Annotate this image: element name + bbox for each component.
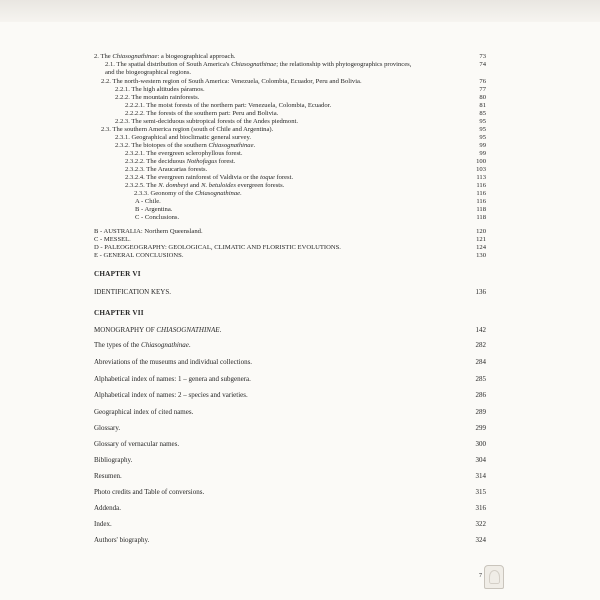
entry-text: 2.3.1. Geographical and bioclimatic general survey. (115, 134, 251, 141)
page-ref: 113 (476, 174, 486, 181)
page-ref: 85 (479, 110, 486, 117)
entry-italic: Chiasognathinae (112, 53, 158, 60)
entry-text: and the biogeographical regions. (105, 69, 192, 76)
page-ref: 74 (479, 61, 486, 68)
entry-text: 2.1. The spatial distribution of South America's (105, 61, 232, 68)
entry-text: Alphabetical index of names: 2 – species and varieties. (94, 391, 248, 399)
page-ref: 282 (475, 341, 486, 349)
page-number: 7 (479, 573, 482, 579)
entry-text: C - MESSEL. (94, 236, 131, 243)
entry-text: Index. (94, 520, 112, 528)
page-ref: 130 (476, 252, 486, 259)
entry-text: ; the relationship with phytogeographics provinces, (276, 61, 412, 68)
page-ref: 120 (476, 228, 486, 235)
page-ref: 99 (479, 150, 486, 157)
page-ref: 324 (475, 536, 486, 544)
entry-text: A - Chile. (135, 198, 161, 205)
page-ref: 322 (475, 520, 486, 528)
page-ref: 315 (475, 488, 486, 496)
page-ref: 100 (476, 158, 486, 165)
page-ref: 73 (479, 53, 486, 60)
page-ref: 77 (479, 86, 486, 93)
entry-text: 2. The (94, 53, 113, 60)
entry-text: 2.2.2.2. The forests of the southern part: Peru and Bolivia. (125, 110, 279, 117)
page-ref: 142 (475, 326, 486, 334)
entry-text: MONOGRAPHY OF (94, 326, 157, 334)
entry-text: Geographical index of cited names. (94, 408, 194, 416)
entry-text: C - Conclusions. (135, 214, 180, 221)
entry-italic: Chiasognathinae (231, 61, 277, 68)
entry-text: . (219, 326, 222, 334)
chapter-heading: CHAPTER VI (94, 270, 141, 278)
entry-text: : a biogeographical approach. (157, 53, 236, 60)
entry-text: forest. (274, 174, 294, 181)
entry-text: B - Argentina. (135, 206, 173, 213)
entry-text: . (240, 190, 242, 197)
page-ref: 76 (479, 78, 486, 85)
page-ref: 103 (476, 166, 486, 173)
page-ref: 285 (475, 375, 486, 383)
entry-text: E - GENERAL CONCLUSIONS. (94, 252, 184, 259)
emblem-icon (484, 565, 504, 589)
entry-italic: N. betuloides (201, 182, 236, 189)
entry-text: 2.3.2.3. The Araucarias forests. (125, 166, 208, 173)
entry-text: 2.2.2.1. The moist forests of the northern part: Venezuela, Colombia, Ecuador. (125, 102, 332, 109)
page-ref: 124 (476, 244, 486, 251)
entry-text: 2.3.2.2. The deciduous (125, 158, 187, 165)
page-ref: 80 (479, 94, 486, 101)
entry-text: 2.2.1. The high altitudes páramos. (115, 86, 205, 93)
page-ref: 121 (476, 236, 486, 243)
entry-italic: Chiasognathinae (208, 142, 254, 149)
entry-text: 2.2.3. The semi-deciduous subtropical forests of the Andes piedmont. (115, 118, 299, 125)
entry-text: and (188, 182, 202, 189)
entry-italic: Nothofagus (186, 158, 218, 165)
entry-text: Photo credits and Table of conversions. (94, 488, 205, 496)
page-ref: 289 (475, 408, 486, 416)
page-ref: 116 (476, 198, 486, 205)
page-ref: 136 (475, 288, 486, 296)
entry-italic: N. dombeyi (158, 182, 189, 189)
page-ref: 118 (476, 214, 486, 221)
entry-text: Bibliography. (94, 456, 133, 464)
entry-text: D - PALEOGEOGRAPHY: GEOLOGICAL, CLIMATIC AND FLORISTIC EVOLUTIONS. (94, 244, 341, 251)
page-ref: 95 (479, 126, 486, 133)
entry-text: 2.2. The north-western region of South America: Venezuela, Colombia, Ecuador, Peru and Bolivia. (101, 78, 362, 85)
page-ref: 116 (476, 182, 486, 189)
entry-text: forest. (217, 158, 236, 165)
entry-text: Abreviations of the museums and individual collections. (94, 358, 253, 366)
entry-text: 2.3.2. The biotopes of the southern (115, 142, 209, 149)
entry-text: Resumen. (94, 472, 122, 480)
entry-italic: Chiasognathinae (141, 341, 189, 349)
entry-text: evergreen forests. (235, 182, 285, 189)
entry-italic: Chiasognathinae (194, 190, 241, 197)
page-ref: 95 (479, 134, 486, 141)
entry-text: 2.3.3. Geonomy of the (134, 190, 195, 197)
entry-text: . (188, 341, 191, 349)
entry-text: Addenda. (94, 504, 122, 512)
page-ref: 300 (475, 440, 486, 448)
entry-text: Glossary. (94, 424, 121, 432)
page-ref: 118 (476, 206, 486, 213)
entry-text: 2.3.2.1. The evergreen sclerophyllous forest. (125, 150, 243, 157)
page-ref: 286 (475, 391, 486, 399)
entry-text: 2.2.2. The mountain rainforests. (115, 94, 200, 101)
entry-text: 2.3.2.5. The (125, 182, 159, 189)
page-ref: 314 (475, 472, 486, 480)
page-ref: 95 (479, 118, 486, 125)
entry-text: B - AUSTRALIA: Northern Queensland. (94, 228, 203, 235)
entry-text: 2.3. The southern America region (south of Chile and Argentina). (101, 126, 274, 133)
entry-text: 2.3.2.4. The evergreen rainforest of Valdivia or the (125, 174, 261, 181)
page-ref: 299 (475, 424, 486, 432)
chapter-heading: CHAPTER VII (94, 309, 144, 317)
entry-text: IDENTIFICATION KEYS. (94, 288, 171, 296)
page-ref: 304 (475, 456, 486, 464)
page-ref: 81 (479, 102, 486, 109)
entry-text: Glossary of vernacular names. (94, 440, 180, 448)
page-ref: 116 (476, 190, 486, 197)
entry-text: . (253, 142, 256, 149)
entry-text: Authors' biography. (94, 536, 150, 544)
page-ref: 99 (479, 142, 486, 149)
page-ref: 284 (475, 358, 486, 366)
entry-text: The types of the (94, 341, 142, 349)
entry-text: Alphabetical index of names: 1 – genera and subgenera. (94, 375, 251, 383)
entry-italic: CHIASOGNATHINAE (156, 326, 220, 334)
page-ref: 316 (475, 504, 486, 512)
entry-italic: toque (260, 174, 275, 181)
